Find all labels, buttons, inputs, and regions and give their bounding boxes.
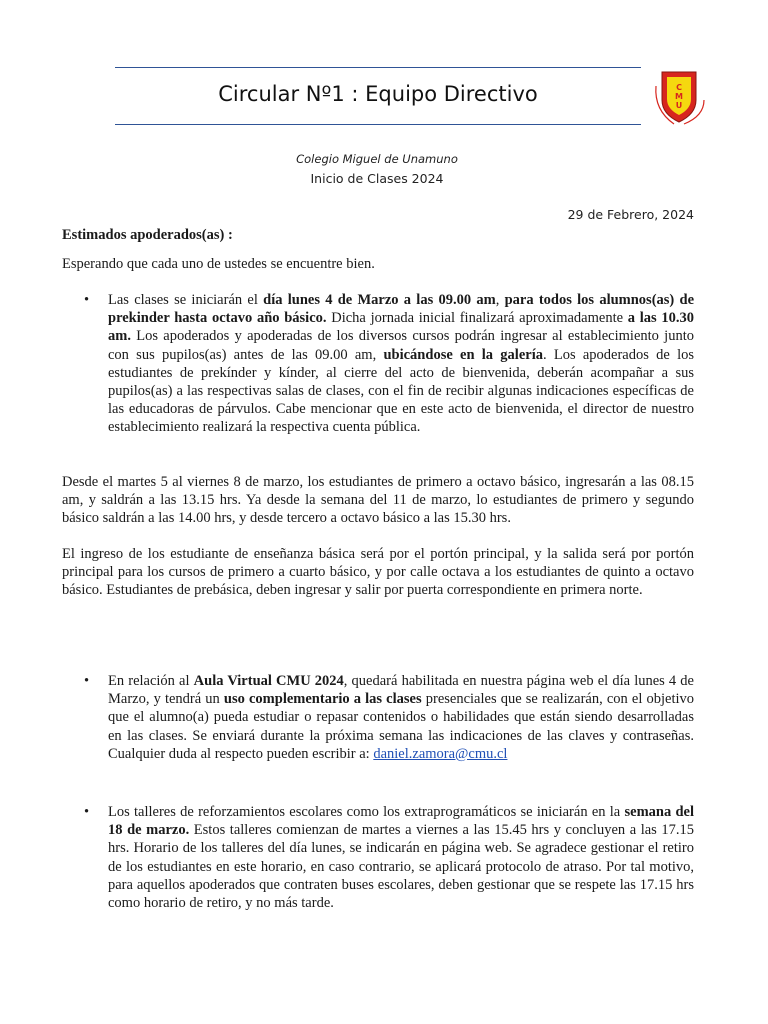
bullet-icon: • [84, 292, 90, 308]
header-top-rule [115, 67, 641, 68]
logo-letter-m: M [675, 92, 683, 101]
entrance-paragraph: El ingreso de los estudiante de enseñanza básica será por el portón principal, y la salida será por portón principal para los cursos de primero a cuarto básico, y por calle octava a los estudiantes de quinto a octavo básico. Estudiantes de prebásica, deben ingresar y salir por puerta correspondiente en primera norte. [62, 546, 694, 599]
intro-text: Esperando que cada uno de ustedes se encuentre bien. [62, 256, 375, 272]
logo-letter-c: C [676, 83, 682, 92]
list-item: Las clases se iniciarán el día lunes 4 de Marzo a las 09.00 am, para todos los alumnos(as) de prekinder hasta octavo año básico. Dicha jornada inicial finalizará aproximadamente a las 10.30 am. Los apoderados y apoderadas de los diversos cursos podrán ingresar al establecimiento junto con sus pupilos(as) antes de las 09.00 am, ubicándose en la galería. Los apoderados de los estudiantes de prekínder y kínder, al cierre del acto de bienvenida, deberán acompañar a sus pupilos(as) a las respectivas salas de clases, con el fin de recibir algunas indicaciones específicas de las educadoras de párvulos. Cabe mencionar que en este acto de bienvenida, el director de nuestro establecimiento realizará la respectiva cuenta pública. [108, 292, 695, 436]
header-bottom-rule [115, 124, 641, 125]
school-name: Colegio Miguel de Unamuno [296, 152, 458, 166]
bullet-icon: • [84, 673, 90, 689]
subtitle: Inicio de Clases 2024 [310, 171, 444, 186]
greeting: Estimados apoderados(as) : [62, 227, 233, 243]
list-item: En relación al Aula Virtual CMU 2024, quedará habilitada en nuestra página web el día lunes 4 de Marzo, y tendrá un uso complementario a las clases presenciales que se realizarán, con el objetivo que el alumno(a) pueda estudiar o repasar contenidos o habilidades que están siendo desarrolladas en las clases. Se enviará durante la próxima semana las indicaciones de las claves y contraseñas. Cualquier duda al respecto pueden escribir a: daniel.zamora@cmu.cl [108, 673, 694, 762]
date: 29 de Febrero, 2024 [567, 207, 694, 222]
email-link[interactable]: daniel.zamora@cmu.cl [373, 745, 508, 762]
bullet-icon: • [84, 804, 90, 820]
schedule-paragraph: Desde el martes 5 al viernes 8 de marzo, los estudiantes de primero a octavo básico, ingresarán a las 08.15 am, y saldrán a las 13.15 hrs. Ya desde la semana del 11 de marzo, lo estudiantes de primero y segundo básico saldrán a las 14.00 hrs, y desde tercero a octavo básico a las 15.30 hrs. [62, 474, 694, 527]
logo-letter-u: U [675, 101, 683, 110]
school-logo [648, 66, 710, 128]
list-item: Los talleres de reforzamientos escolares como los extraprogramáticos se iniciarán en la semana del 18 de marzo. Estos talleres comienzan de martes a viernes a las 15.45 hrs y concluyen a las 17.15 hrs. Horario de los talleres del día lunes, se indicarán en página web. Se agradece gestionar el retiro de los estudiantes en este horario, en caso contrario, se aplicará protocolo de atraso. Por tal motivo, para aquellos apoderados que contraten buses escolares, deben gestionar que se respete las 17.15 hrs como horario de retiro, y no más tarde. [108, 804, 695, 912]
page-title: Circular Nº1 : Equipo Directivo [218, 82, 538, 106]
